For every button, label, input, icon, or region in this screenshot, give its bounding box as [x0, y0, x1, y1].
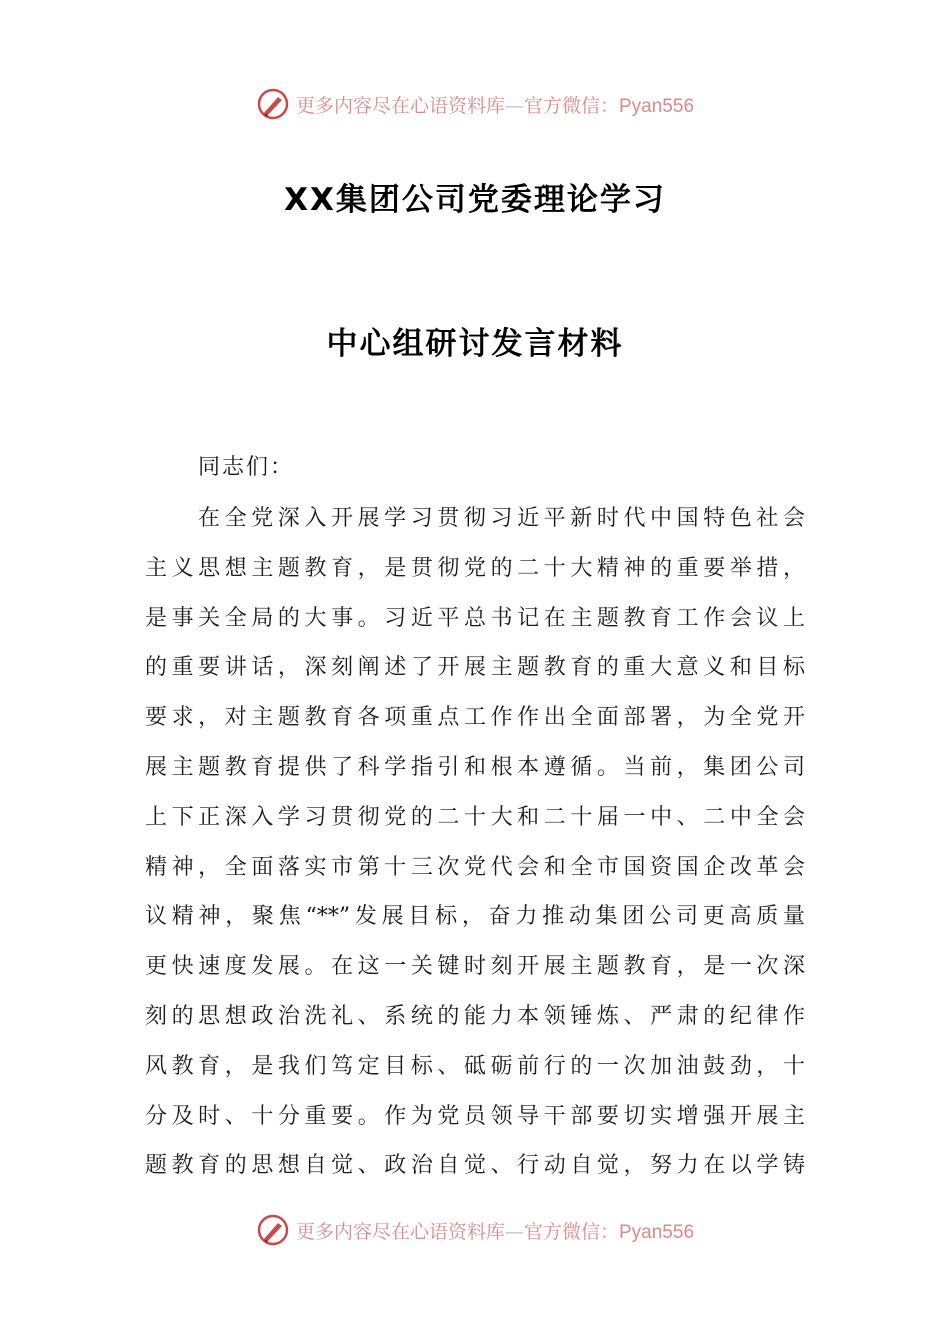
pen-logo-icon	[256, 87, 290, 121]
body-line: 主义思想主题教育，是贯彻党的二十大精神的重要举措，	[145, 555, 805, 581]
watermark-suffix: 官方微信：	[523, 94, 619, 117]
body-paragraph	[145, 494, 805, 1191]
watermark-text	[296, 1217, 694, 1244]
body-line: 议精神，聚焦“**”发展目标，奋力推动集团公司更高质量	[145, 904, 805, 930]
body-line: 精神，全面落实市第十三次党代会和全市国资国企改革会	[145, 854, 805, 880]
body-line: 要求，对主题教育各项重点工作作出全面部署，为全党开	[145, 705, 805, 731]
body-line: 刻的思想政治洗礼、系统的能力本领锤炼、严肃的纪律作	[145, 1003, 805, 1029]
watermark-sep: —	[504, 1220, 524, 1243]
watermark-footer	[0, 1210, 950, 1250]
body-line: 展主题教育提供了科学指引和根本遵循。当前，集团公司	[145, 754, 805, 780]
watermark-text	[296, 91, 694, 118]
body-line: 更快速度发展。在这一关键时刻开展主题教育，是一次深	[145, 954, 805, 980]
body-line: 上下正深入学习贯彻党的二十大和二十届一中、二中全会	[145, 804, 805, 830]
watermark-header	[0, 84, 950, 124]
watermark-main: 更多内容尽在心语资料库	[295, 94, 505, 117]
body-line: 题教育的思想自觉、政治自觉、行动自觉，努力在以学铸	[145, 1153, 805, 1179]
watermark-main: 更多内容尽在心语资料库	[295, 1220, 505, 1243]
document-title-line2: 中心组研讨发言材料	[326, 326, 624, 362]
watermark-suffix: 官方微信：	[523, 1220, 619, 1243]
body-line: 的重要讲话，深刻阐述了开展主题教育的重大意义和目标	[145, 655, 805, 681]
body-line: 风教育，是我们笃定目标、砥砺前行的一次加油鼓劲，十	[145, 1053, 805, 1079]
pen-logo-icon	[256, 1213, 290, 1247]
body-line: 在全党深入开展学习贯彻习近平新时代中国特色社会	[198, 506, 805, 531]
document-title-line1: XX集团公司党委理论学习	[284, 182, 666, 218]
body-line: 分及时、十分重要。作为党员领导干部要切实增强开展主	[145, 1103, 805, 1129]
salutation: 同志们：	[198, 455, 295, 480]
body-line: 是事关全局的大事。习近平总书记在主题教育工作会议上	[145, 605, 805, 631]
watermark-sep: —	[504, 94, 524, 117]
watermark-id: Pyan556	[619, 95, 695, 117]
watermark-id: Pyan556	[619, 1221, 695, 1243]
